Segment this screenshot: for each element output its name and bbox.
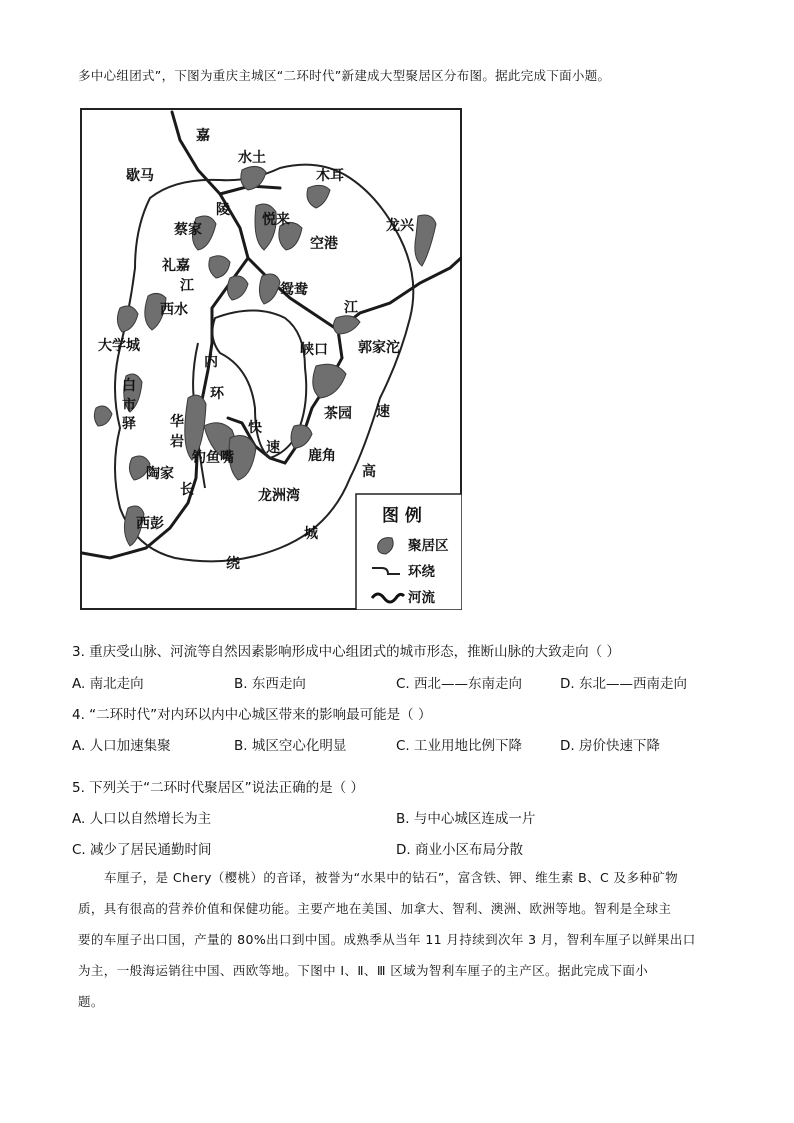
label-yuanyang: 鸳鸯 xyxy=(280,282,308,298)
label-lijia: 礼嘉 xyxy=(162,258,190,274)
q3-option-a[interactable]: A. 南北走向 xyxy=(72,676,144,692)
q3-option-b[interactable]: B. 东西走向 xyxy=(234,676,306,692)
label-caijia: 蔡家 xyxy=(174,222,202,238)
passage-line: 质，具有很高的营养价值和保健功能。主要产地在美国、加拿大、智利、澳洲、欧洲等地。智利是全球主 xyxy=(78,901,672,916)
label-chayuan: 茶园 xyxy=(324,406,352,422)
passage-line: 题。 xyxy=(78,994,104,1009)
label-huan: 环 xyxy=(210,386,224,402)
label-cheng: 城 xyxy=(304,526,318,542)
intro-text: 多中心组团式”，下图为重庆主城区“二环时代”新建成大型聚居区分布图。据此完成下面小题。 xyxy=(78,68,611,83)
q4-option-b[interactable]: B. 城区空心化明显 xyxy=(234,738,347,754)
label-nei: 内 xyxy=(204,354,218,370)
legend-item-ring: 环绕 xyxy=(408,564,435,580)
label-xishui: 西水 xyxy=(160,302,188,318)
label-longxing: 龙兴 xyxy=(386,218,414,234)
q5-option-c[interactable]: C. 减少了居民通勤时间 xyxy=(72,842,212,858)
label-taojia: 陶家 xyxy=(146,466,174,482)
label-jiang2: 江 xyxy=(344,300,358,316)
question-5-stem: 5. 下列关于“二环时代聚居区”说法正确的是（ ） xyxy=(72,780,364,796)
label-xiakou: 峡口 xyxy=(300,342,328,358)
label-rao: 绕 xyxy=(226,556,240,572)
label-su2: 速 xyxy=(266,440,280,456)
q4-option-a[interactable]: A. 人口加速集聚 xyxy=(72,738,171,754)
label-jiang1: 江 xyxy=(180,278,194,294)
map-legend xyxy=(356,494,462,610)
q5-option-b[interactable]: B. 与中心城区连成一片 xyxy=(396,811,536,827)
label-yuelai: 悦来 xyxy=(262,212,290,228)
label-shi: 市 xyxy=(122,398,136,414)
q3-option-d[interactable]: D. 东北——西南走向 xyxy=(560,676,687,692)
label-xiema: 歇马 xyxy=(126,168,154,184)
q5-option-d[interactable]: D. 商业小区布局分散 xyxy=(396,842,523,858)
chongqing-map xyxy=(80,108,462,610)
label-muer: 木耳 xyxy=(316,168,344,184)
label-hua: 华 xyxy=(170,414,184,430)
label-xipeng: 西彭 xyxy=(136,516,164,532)
label-yan: 岩 xyxy=(170,434,184,450)
q4-option-c[interactable]: C. 工业用地比例下降 xyxy=(396,738,523,754)
legend-item-settlement: 聚居区 xyxy=(408,538,449,554)
passage-line: 车厘子，是 Chery（樱桃）的音译，被誉为“水果中的钻石”，富含铁、钾、维生素 B、C 及多种矿物 xyxy=(104,870,679,885)
label-kuai: 快 xyxy=(248,420,262,436)
label-yi: 驿 xyxy=(122,416,136,432)
legend-item-river: 河流 xyxy=(408,590,435,606)
label-daxuecheng: 大学城 xyxy=(98,338,140,354)
q4-option-d[interactable]: D. 房价快速下降 xyxy=(560,738,660,754)
question-3-stem: 3. 重庆受山脉、河流等自然因素影响形成中心组团式的城市形态，推断山脉的大致走向（ ） xyxy=(72,644,620,660)
label-shuitu: 水土 xyxy=(238,150,266,166)
question-4-stem: 4. “二环时代”对内环以内中心城区带来的影响最可能是（ ） xyxy=(72,707,432,723)
label-jia: 嘉 xyxy=(196,128,210,144)
label-ling: 陵 xyxy=(216,202,230,218)
q3-option-c[interactable]: C. 西北——东南走向 xyxy=(396,676,523,692)
label-lujiao: 鹿角 xyxy=(308,448,336,464)
passage-line: 为主，一般海运销往中国、西欧等地。下图中 Ⅰ、Ⅱ、Ⅲ 区域为智利车厘子的主产区。据此完成下面小 xyxy=(78,963,649,978)
label-konggang: 空港 xyxy=(310,236,338,252)
label-gao: 高 xyxy=(362,464,376,480)
label-bai: 白 xyxy=(122,378,136,394)
label-longzhouwan: 龙洲湾 xyxy=(258,488,300,504)
legend-title: 图 例 xyxy=(382,506,422,526)
label-chang: 长 xyxy=(180,482,194,498)
label-su1: 速 xyxy=(376,404,390,420)
label-diaoyuzui: 钓鱼嘴 xyxy=(192,450,234,466)
q5-option-a[interactable]: A. 人口以自然增长为主 xyxy=(72,811,212,827)
passage xyxy=(78,862,718,1017)
passage-line: 要的车厘子出口国，产量的 80%出口到中国。成熟季从当年 11 月持续到次年 3 月，智利车厘子以鲜果出口 xyxy=(78,932,696,947)
label-guojiatuo: 郭家沱 xyxy=(358,340,400,356)
